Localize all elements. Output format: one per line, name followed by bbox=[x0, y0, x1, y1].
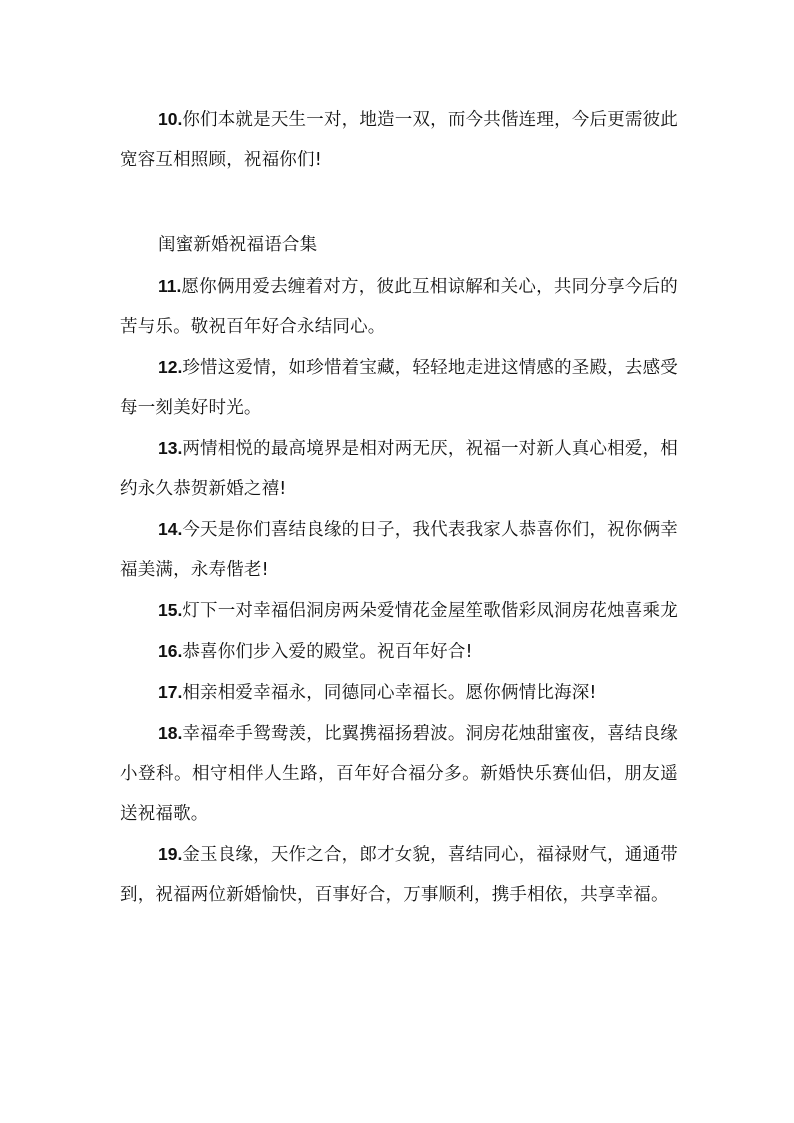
item-number: 11. bbox=[158, 276, 182, 296]
item-number: 14. bbox=[158, 519, 183, 539]
item-text: 灯下一对幸福侣洞房两朵爱情花金屋笙歌偕彩凤洞房花烛喜乘龙 bbox=[182, 601, 678, 621]
spacer bbox=[120, 180, 678, 226]
item-number: 13. bbox=[158, 438, 183, 458]
item-text: 金玉良缘，天作之合，郎才女貌，喜结同心，福禄财气，通通带到，祝福两位新婚愉快，百事好合，万事顺利，携手相依，共享幸福。 bbox=[120, 845, 678, 905]
list-item bbox=[120, 99, 678, 180]
list-item bbox=[120, 509, 678, 590]
item-text: 幸福牵手鸳鸯羡，比翼携福扬碧波。洞房花烛甜蜜夜，喜结良缘小登科。相守相伴人生路，百年好合福分多。新婚快乐赛仙侣，朋友遥送祝福歌。 bbox=[120, 724, 678, 824]
item-text: 今天是你们喜结良缘的日子，我代表我家人恭喜你们，祝你俩幸福美满，永寿偕老! bbox=[120, 520, 678, 580]
document-body bbox=[120, 99, 678, 915]
item-text: 两情相悦的最高境界是相对两无厌，祝福一对新人真心相爱，相约永久恭贺新婚之禧! bbox=[120, 439, 678, 499]
list-item bbox=[120, 347, 678, 428]
item-number: 19. bbox=[158, 844, 183, 864]
item-number: 15. bbox=[158, 600, 183, 620]
list-item bbox=[120, 266, 678, 347]
section-heading: 闺蜜新婚祝福语合集 bbox=[158, 235, 318, 255]
list-item bbox=[120, 713, 678, 834]
list-item bbox=[120, 834, 678, 915]
item-text: 珍惜这爱情，如珍惜着宝藏，轻轻地走进这情感的圣殿，去感受每一刻美好时光。 bbox=[120, 358, 678, 418]
list-item bbox=[120, 672, 678, 713]
item-number: 16. bbox=[158, 641, 183, 661]
item-text: 愿你俩用爱去缠着对方，彼此互相谅解和关心，共同分享今后的苦与乐。敬祝百年好合永结同心。 bbox=[120, 277, 678, 337]
list-item bbox=[120, 631, 678, 672]
list-item bbox=[120, 590, 678, 631]
item-number: 18. bbox=[158, 723, 183, 743]
item-text: 相亲相爱幸福永，同德同心幸福长。愿你俩情比海深! bbox=[182, 683, 597, 703]
item-number: 10. bbox=[158, 109, 183, 129]
list-item bbox=[120, 428, 678, 509]
item-text: 你们本就是天生一对，地造一双，而今共偕连理，今后更需彼此宽容互相照顾，祝福你们! bbox=[120, 110, 678, 170]
item-text: 恭喜你们步入爱的殿堂。祝百年好合! bbox=[182, 642, 473, 662]
item-number: 12. bbox=[158, 357, 183, 377]
item-number: 17. bbox=[158, 682, 183, 702]
